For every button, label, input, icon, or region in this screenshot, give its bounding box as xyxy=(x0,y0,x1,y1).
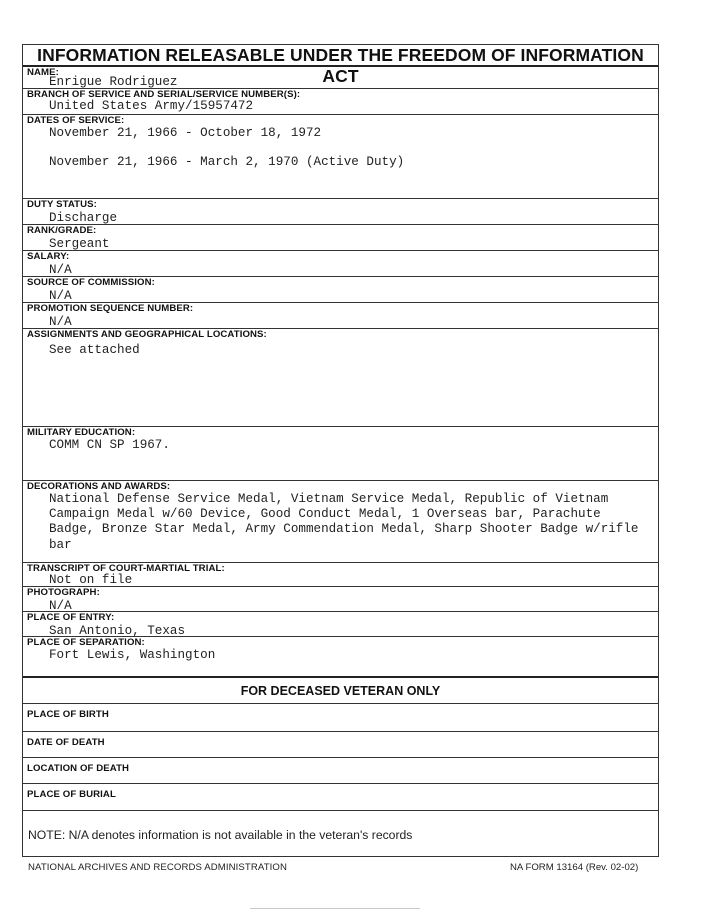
education-value: COMM CN SP 1967. xyxy=(49,438,170,452)
branch-value: United States Army/15957472 xyxy=(49,99,254,113)
dates-label: DATES OF SERVICE: xyxy=(27,115,125,126)
rank-label: RANK/GRADE: xyxy=(27,225,97,236)
decorations-section xyxy=(23,481,658,563)
decorations-label: DECORATIONS AND AWARDS: xyxy=(27,481,171,492)
photograph-section xyxy=(23,587,658,612)
salary-value: N/A xyxy=(49,263,72,277)
burial-label: PLACE OF BURIAL xyxy=(27,789,116,800)
transcript-section xyxy=(23,563,658,587)
decorations-value: National Defense Service Medal, Vietnam Service Medal, Republic of Vietnam Campaign Medal w/60 Device, Good Conduct Medal, 1 Overseas bar, Parachute Badge, Bronze Star Medal, Army Commendation Medal, Sharp Shooter Badge w/rifle bar xyxy=(49,492,639,552)
duty-label: DUTY STATUS: xyxy=(27,199,97,210)
rank-value: Sergeant xyxy=(49,237,110,251)
commission-label: SOURCE OF COMMISSION: xyxy=(27,277,155,288)
education-section xyxy=(23,427,658,481)
rank-section xyxy=(23,225,658,251)
transcript-value: Not on file xyxy=(49,573,133,587)
separation-value: Fort Lewis, Washington xyxy=(49,648,216,662)
separation-label: PLACE OF SEPARATION: xyxy=(27,637,145,648)
entry-section xyxy=(23,612,658,637)
name-value: Enrigue Rodriguez xyxy=(49,75,178,89)
entry-label: PLACE OF ENTRY: xyxy=(27,612,115,623)
promotion-label: PROMOTION SEQUENCE NUMBER: xyxy=(27,303,194,314)
burial-section xyxy=(23,784,658,811)
photograph-label: PHOTOGRAPH: xyxy=(27,587,100,598)
dates-section xyxy=(23,115,658,199)
death-location-section xyxy=(23,758,658,784)
death-date-section xyxy=(23,732,658,758)
separation-section xyxy=(23,637,658,676)
assignments-section xyxy=(23,329,658,427)
deceased-header: FOR DECEASED VETERAN ONLY xyxy=(23,676,658,704)
name-section xyxy=(23,67,658,89)
commission-value: N/A xyxy=(49,289,72,303)
photograph-value: N/A xyxy=(49,599,72,613)
name-label: NAME: xyxy=(27,67,59,78)
promotion-section xyxy=(23,303,658,329)
promotion-value: N/A xyxy=(49,315,72,329)
birth-section xyxy=(23,704,658,732)
duty-value: Discharge xyxy=(49,211,118,225)
footer-agency: NATIONAL ARCHIVES AND RECORDS ADMINISTRATION xyxy=(28,862,288,873)
education-label: MILITARY EDUCATION: xyxy=(27,427,136,438)
branch-label: BRANCH OF SERVICE AND SERIAL/SERVICE NUMBER(S): xyxy=(27,89,301,100)
footer-form-number: NA FORM 13164 (Rev. 02-02) xyxy=(510,862,639,873)
foia-form xyxy=(22,44,659,857)
assignments-value: See attached xyxy=(49,343,140,357)
dates-value-1: November 21, 1966 - October 18, 1972 xyxy=(49,126,322,140)
death-location-label: LOCATION OF DEATH xyxy=(27,763,130,774)
death-date-label: DATE OF DEATH xyxy=(27,737,105,748)
salary-section xyxy=(23,251,658,277)
page-divider xyxy=(250,908,420,909)
assignments-label: ASSIGNMENTS AND GEOGRAPHICAL LOCATIONS: xyxy=(27,329,267,340)
branch-section xyxy=(23,89,658,115)
dates-value-2: November 21, 1966 - March 2, 1970 (Active Duty) xyxy=(49,155,405,169)
transcript-label: TRANSCRIPT OF COURT-MARTIAL TRIAL: xyxy=(27,563,225,574)
entry-value: San Antonio, Texas xyxy=(49,624,186,638)
birth-label: PLACE OF BIRTH xyxy=(27,709,109,720)
note-text: NOTE: N/A denotes information is not available in the veteran's records xyxy=(28,828,413,842)
commission-section xyxy=(23,277,658,303)
form-title: INFORMATION RELEASABLE UNDER THE FREEDOM OF INFORMATION ACT xyxy=(23,45,658,67)
duty-section xyxy=(23,199,658,225)
salary-label: SALARY: xyxy=(27,251,70,262)
